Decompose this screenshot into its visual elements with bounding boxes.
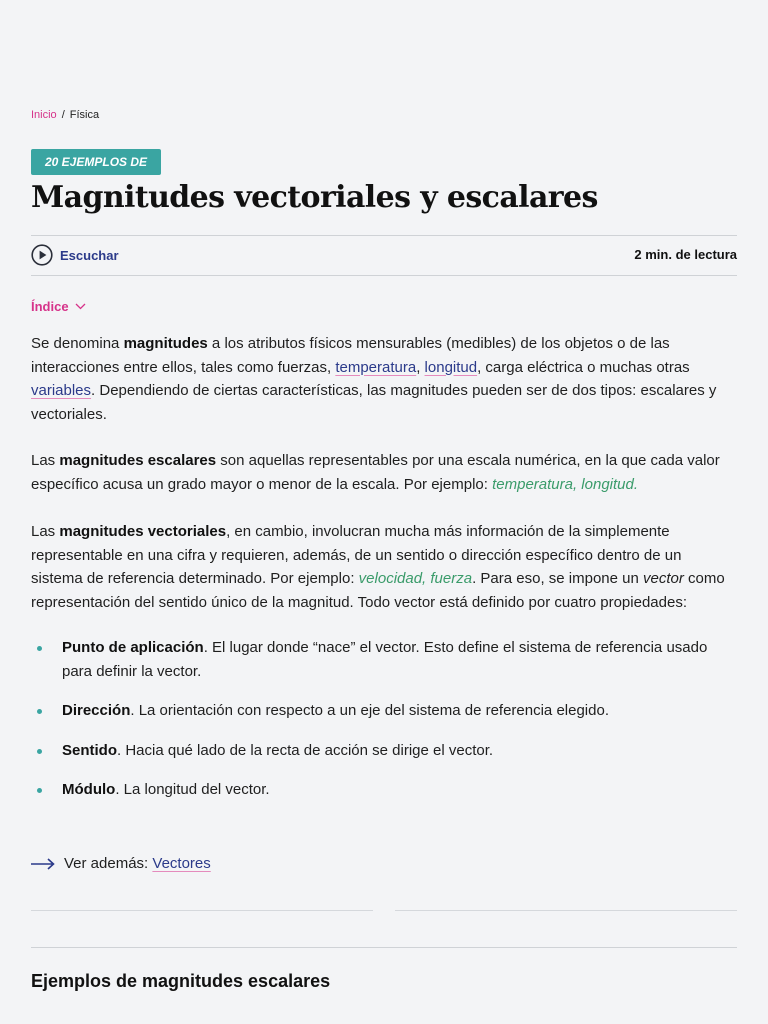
property-text: . Hacia qué lado de la recta de acción se dirige el vector. (117, 741, 494, 759)
link-variables[interactable]: variables (31, 382, 92, 399)
bullet-dot (37, 646, 42, 651)
divider-listen (31, 275, 737, 276)
divider-section (31, 947, 737, 948)
divider-right (395, 910, 737, 911)
vector-paragraph (31, 520, 737, 614)
list-item (31, 778, 737, 802)
breadcrumb-separator: / (61, 109, 65, 121)
listen-bar (31, 244, 737, 266)
text-span: . Para eso, se impone un (472, 570, 644, 587)
bullet-dot (37, 709, 42, 714)
property-name: Punto de aplicación (62, 639, 204, 656)
listen-button[interactable] (31, 244, 119, 266)
divider-top (31, 235, 737, 236)
scalar-paragraph (31, 449, 737, 496)
example-text: temperatura, longitud. (492, 475, 639, 493)
bold-term: magnitudes (123, 335, 208, 352)
text-span: Se denomina (31, 335, 124, 352)
article-body (31, 332, 737, 818)
breadcrumb-current: Física (69, 109, 100, 121)
chevron-down-icon (75, 303, 86, 310)
breadcrumb (31, 109, 99, 121)
section-title: Ejemplos de magnitudes escalares (31, 971, 331, 991)
link-vectores[interactable]: Vectores (152, 855, 211, 872)
index-toggle[interactable] (31, 299, 86, 314)
see-also (31, 855, 211, 872)
bold-term: magnitudes escalares (59, 452, 217, 469)
text-span: . Dependiendo de ciertas características, las magnitudes pueden ser de dos tipos: escalares y vectoriales. (31, 382, 717, 423)
arrow-right-icon (31, 858, 55, 870)
property-name: Dirección (62, 702, 131, 719)
link-longitud[interactable]: longitud (424, 358, 478, 376)
text-span: como representación del sentido único de la magnitud. Todo vector está definido por cuatro propiedades: (31, 570, 725, 611)
listen-label: Escuchar (60, 247, 119, 263)
property-text: . La longitud del vector. (115, 781, 270, 798)
example-text: velocidad, fuerza (358, 570, 473, 587)
list-item (31, 699, 737, 723)
list-item (31, 739, 737, 763)
read-time: 2 min. de lectura (634, 247, 737, 262)
property-text: . El lugar donde “nace” el vector. Esto define el sistema de referencia usado para definir la vector. (62, 639, 708, 680)
property-name: Módulo (62, 781, 116, 798)
text-span: , (416, 358, 425, 376)
list-item (31, 636, 737, 683)
text-span: , carga eléctrica o muchas otras (477, 358, 690, 376)
text-span: Las (31, 523, 60, 540)
italic-term: vector (643, 570, 684, 587)
breadcrumb-home-link[interactable]: Inicio (31, 109, 57, 121)
index-label: Índice (31, 299, 69, 314)
text-span: , en cambio, involucran mucha más información de la simplemente representable en una cifra y requieren, además, de un sentido o dirección específico dentro de un sistema de referencia determinado. Por ejemplo: (31, 523, 682, 587)
property-name: Sentido (62, 741, 117, 759)
page-title: Magnitudes vectoriales y escalares (31, 180, 598, 215)
bullet-dot (37, 749, 42, 754)
play-circle-icon (31, 244, 53, 266)
see-also-label: Ver además: (64, 855, 153, 872)
text-span: son aquellas representables por una escala numérica, en la que cada valor específico acusa un grado mayor o menor de la escala. Por ejemplo: (31, 452, 720, 493)
bullet-dot (37, 788, 42, 793)
link-temperatura[interactable]: temperatura (335, 358, 417, 376)
intro-paragraph (31, 332, 737, 426)
category-badge: 20 EJEMPLOS DE (31, 149, 161, 175)
property-text: . La orientación con respecto a un eje del sistema de referencia elegido. (130, 702, 609, 719)
text-span: a los atributos físicos mensurables (medibles) de los objetos o de las interacciones entre ellos, tales como fuerzas, (31, 335, 670, 376)
text-span: Las (31, 452, 60, 469)
bold-term: magnitudes vectoriales (59, 523, 227, 540)
properties-list (31, 636, 737, 802)
divider-left (31, 910, 373, 911)
